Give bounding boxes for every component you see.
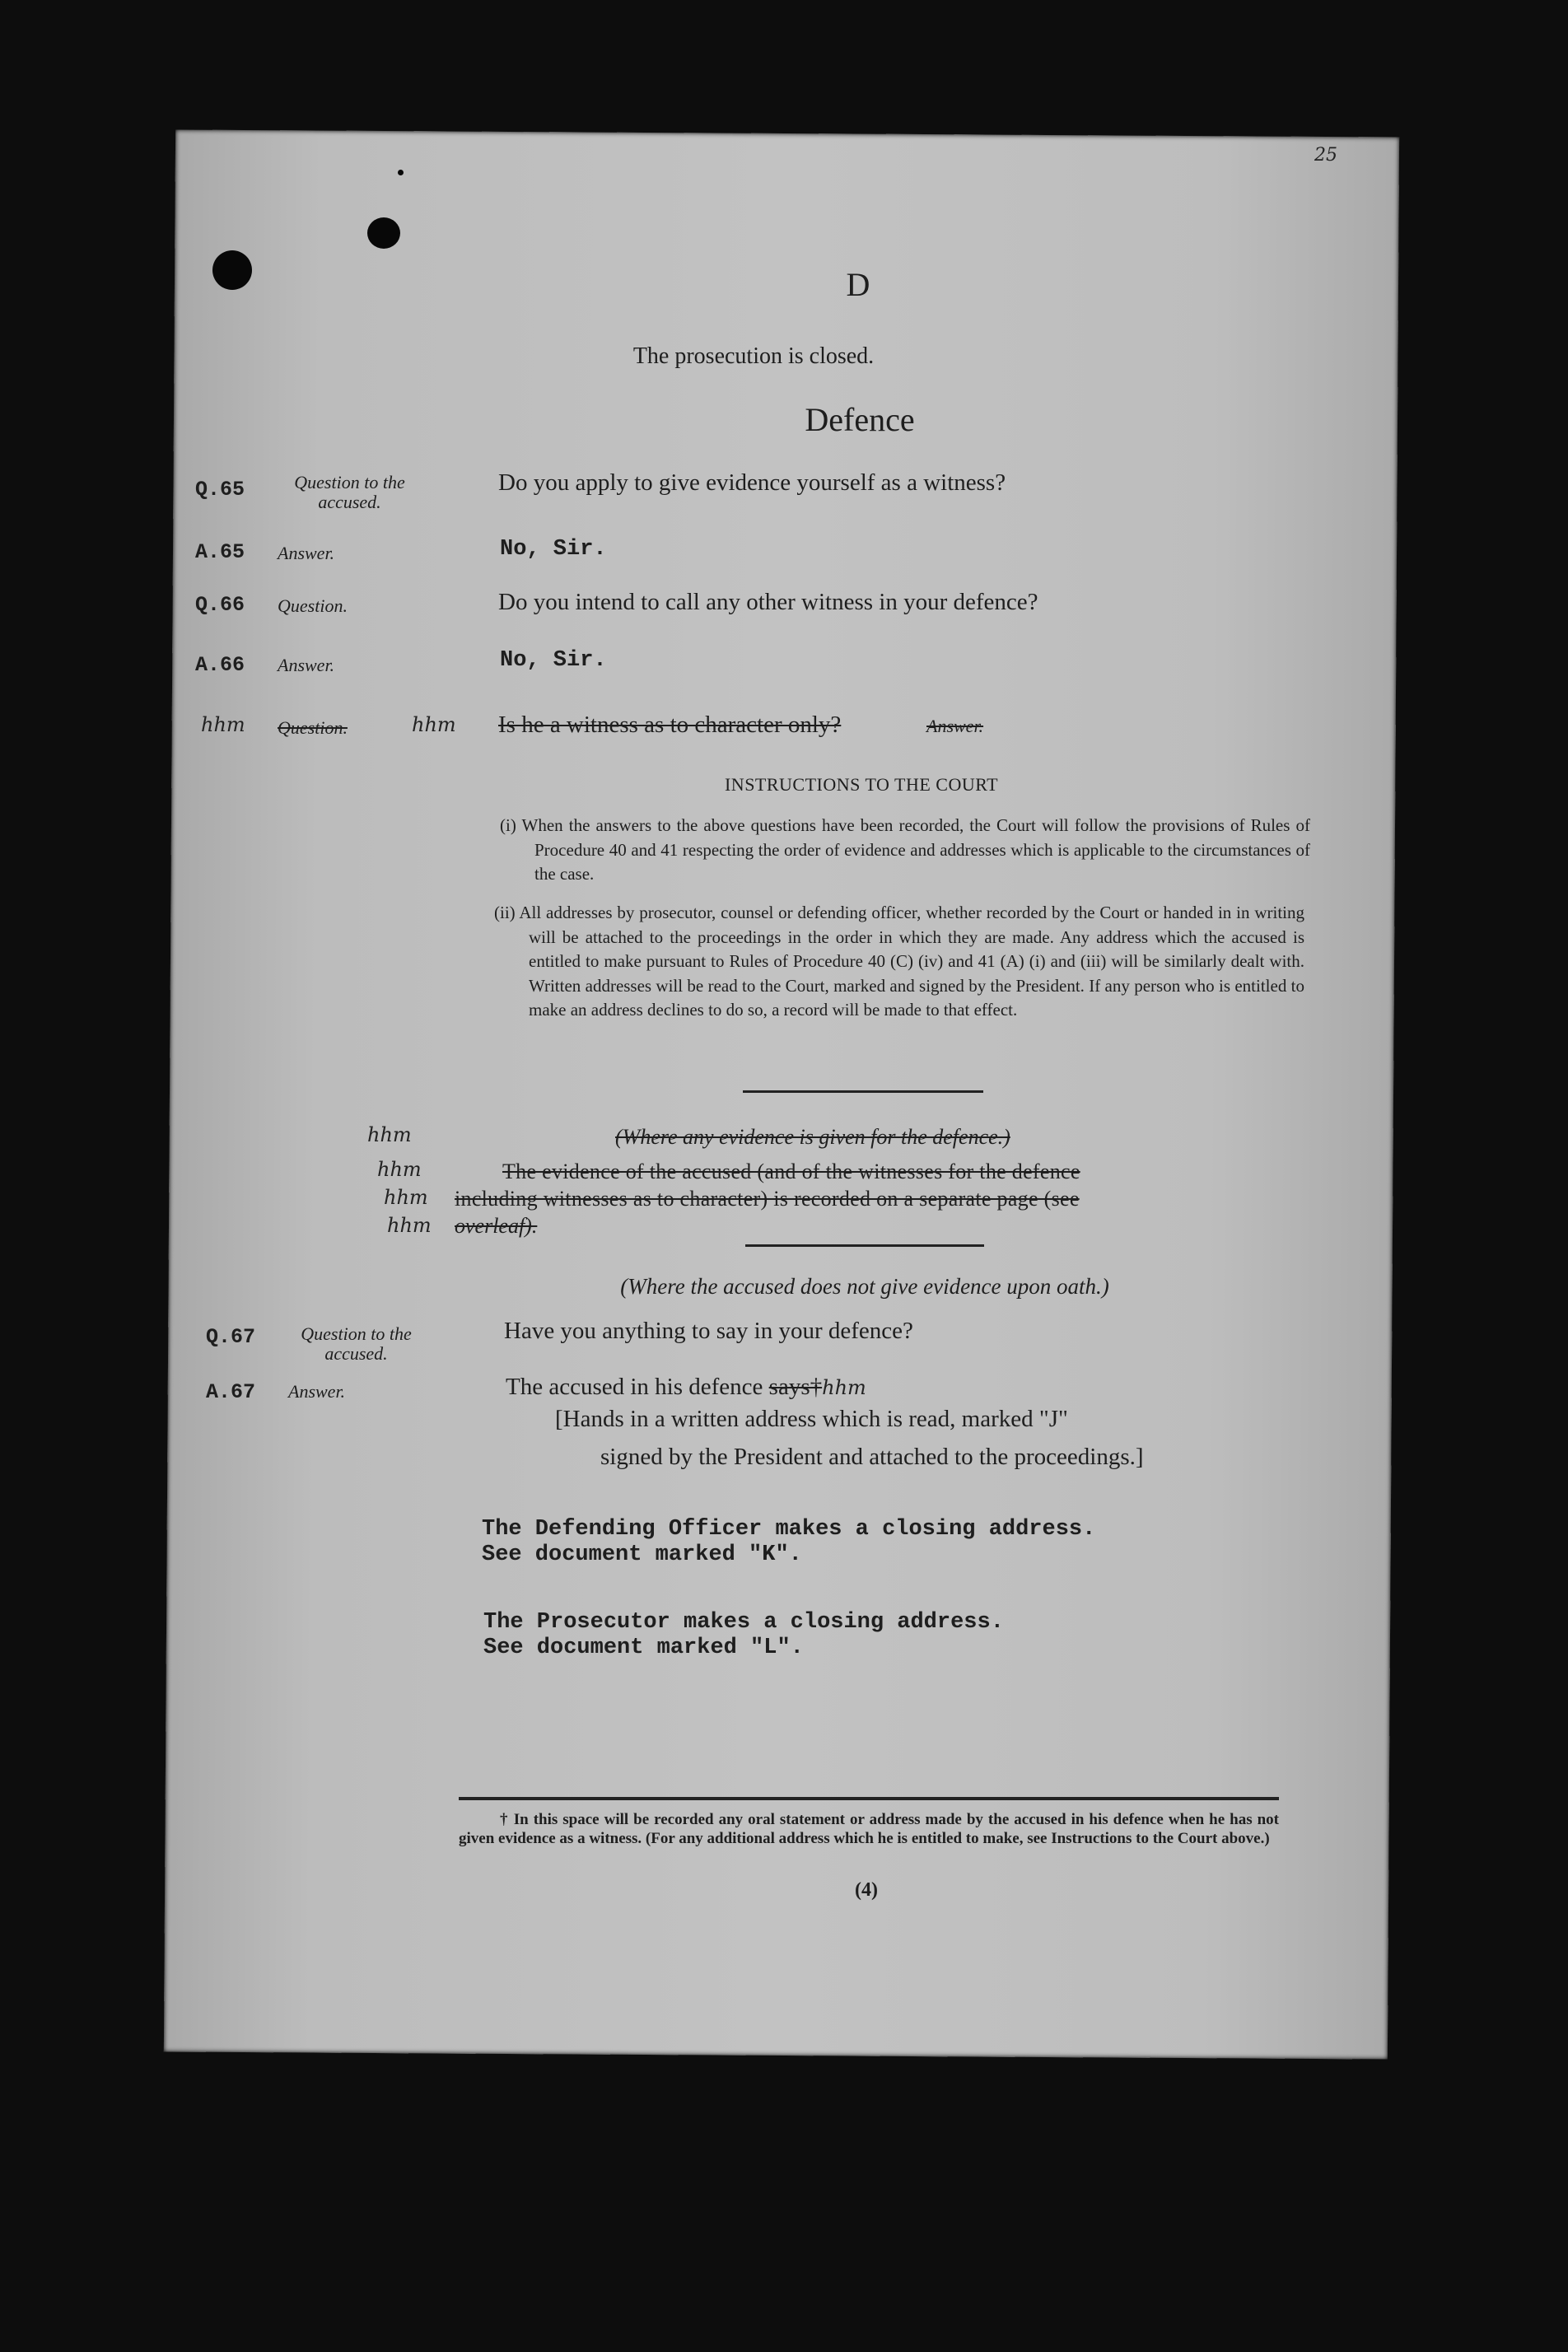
qa-number: A.66 [195,653,245,677]
qa-number: Q.67 [206,1325,256,1349]
handwritten-initials: hhm [201,713,245,736]
instruction-item: (i) When the answers to the above questions have been recorded, the Court will follow the provisions of Rules of Procedure 40 and 41 respecting the order of evidence and addresses which is applicable to the circumstances of the case. [500,815,1310,884]
ink-dot [398,170,404,175]
qa-label: Question. [278,595,348,616]
divider [743,1090,983,1093]
qa-label: Answer. [278,655,335,675]
struck-evidence-line: The evidence of the accused (and of the witnesses for the defence [502,1160,1080,1183]
qa-label: Question to the accused. [294,472,405,512]
qa-text [506,1374,866,1401]
qa-text: Do you apply to give evidence yourself as a witness? [498,469,1006,496]
struck-evidence-line: overleaf). [455,1214,538,1238]
struck-question-text: Is he a witness as to character only? [498,712,842,738]
qa-number: Q.66 [195,593,245,617]
qa-number: A.65 [195,540,245,564]
handwritten-initials: hhm [384,1186,428,1209]
typed-line: The Defending Officer makes a closing address. [482,1517,1096,1542]
qa-text: Do you intend to call any other witness in your defence? [498,589,1038,615]
no-oath-heading: (Where the accused does not give evidence upon oath.) [620,1274,1109,1299]
qa-text: Have you anything to say in your defence? [504,1318,913,1344]
typed-line: The Prosecutor makes a closing address. [483,1610,1004,1635]
handwritten-initials: hhm [377,1158,422,1181]
qa-label: Question to the accused. [301,1323,412,1364]
hands-in-line: [Hands in a written address which is read, marked "J" [555,1406,1068,1432]
handwritten-initials: hhm [387,1214,432,1237]
qa-number: A.67 [206,1380,256,1404]
qa-text: No, Sir. [500,537,607,562]
punch-hole [367,217,400,249]
answer-text: The accused in his defence [506,1374,763,1400]
footnote: † In this space will be recorded any oral statement or address made by the accused in his defence when he has not given evidence as a witness. (For any additional address which he is entitled to make, see Instructions to the Court above.) [459,1811,1279,1847]
divider [745,1244,984,1247]
instructions-title: INSTRUCTIONS TO THE COURT [724,774,999,795]
handwritten-initials: hhm [822,1376,866,1399]
handwritten-initials: hhm [412,713,456,736]
section-heading: Defence [805,401,915,438]
qa-label: Answer. [278,543,335,563]
qa-label: Answer. [288,1381,346,1402]
qa-text: No, Sir. [500,648,607,673]
struck-word: says† [768,1374,823,1400]
prosecution-closed: The prosecution is closed. [632,343,875,369]
struck-evidence-heading: (Where any evidence is given for the defence.) [615,1125,1010,1149]
struck-evidence-line: including witnesses as to character) is recorded on a separate page (see [455,1187,1080,1211]
hands-in-line: signed by the President and attached to the proceedings.] [600,1444,1144,1470]
document-page [164,129,1399,2059]
footnote-rule [459,1797,1279,1800]
section-letter: D [846,266,870,303]
handwritten-initials: hhm [367,1123,412,1146]
struck-answer-label: Answer. [926,716,984,736]
instruction-item: (ii) All addresses by prosecutor, counsel or defending officer, whether recorded by the Court or handed in in writing will be attached to the proceedings in the order in which they are made. Any address which the accused is entitled to make pursuant to Rules of Procedure 40 (C) (iv) and 41 (A) (i) and (iii) will be similarly dealt with. Written addresses will be read to the Court, marked and signed by the President. If any person who is entitled to make an address declines to do so, a record will be made to that effect. [494,903,1304,1020]
qa-number: Q.65 [195,478,245,502]
typed-line: See document marked "L". [483,1636,804,1660]
punch-hole [212,250,252,290]
handwritten-folio-number: 25 [1314,145,1337,166]
typed-line: See document marked "K". [482,1542,802,1567]
page-number: (4) [855,1879,878,1901]
struck-label: Question. [278,717,348,738]
